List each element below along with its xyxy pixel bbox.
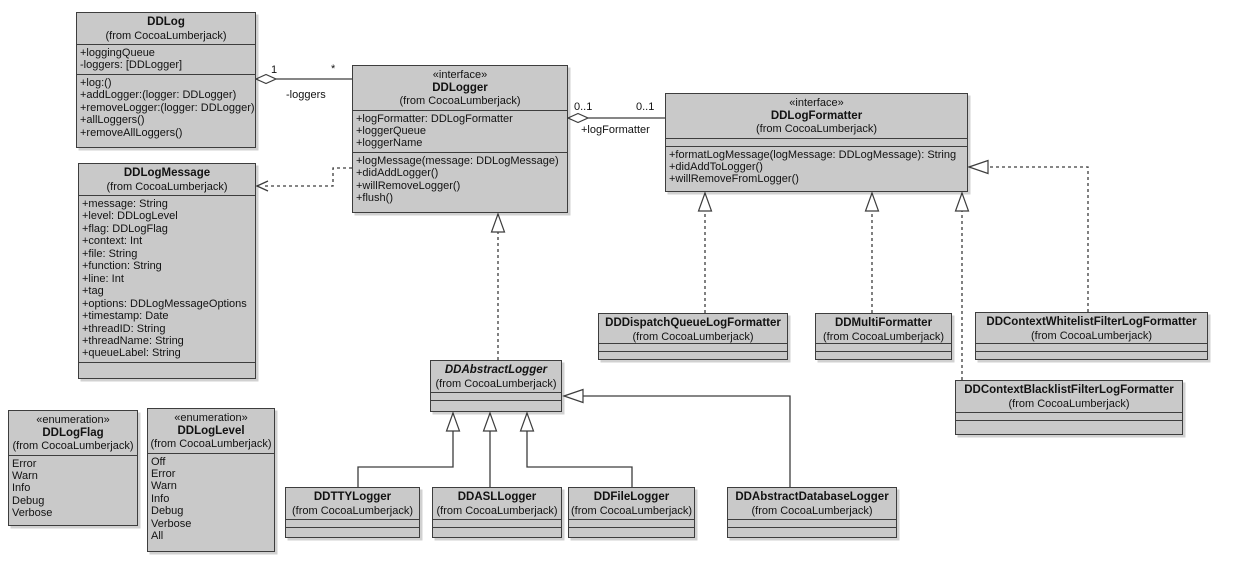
- enum-literal: Warn: [12, 469, 38, 482]
- attribute-line: +loggerName: [356, 137, 423, 150]
- class-header: [9, 411, 137, 455]
- attribute-line: +line: Int: [82, 272, 124, 285]
- class-header: [599, 314, 787, 343]
- method-line: +willRemoveFromLogger(): [669, 173, 799, 186]
- attributes-compartment: [79, 195, 255, 362]
- class-name: DDMultiFormatter: [834, 317, 933, 329]
- class-ddttylogger: [285, 487, 420, 538]
- class-header: [956, 381, 1182, 412]
- method-line: +didAddLogger(): [356, 167, 439, 180]
- realization-arrowhead: [956, 193, 969, 211]
- attribute-line: +timestamp: Date: [82, 310, 169, 323]
- class-name: DDDispatchQueueLogFormatter: [605, 317, 781, 329]
- realization-arrowhead: [492, 214, 505, 232]
- class-name: DDTTYLogger: [313, 491, 392, 503]
- class-ddlogmessage: [78, 163, 256, 379]
- attributes-compartment-empty: [286, 519, 419, 527]
- class-from-package: (from CocoaLumberjack): [150, 438, 272, 450]
- generalization-arrowhead: [564, 390, 583, 403]
- attributes-compartment-empty: [728, 519, 896, 527]
- enum-literal: Verbose: [151, 517, 192, 530]
- enum-literal: Info: [12, 482, 31, 495]
- attribute-line: +flag: DDLogFlag: [82, 222, 168, 235]
- realization-arrowhead: [969, 161, 988, 174]
- method-line: +didAddToLogger(): [669, 160, 763, 173]
- class-ddasllogger: [432, 487, 562, 538]
- class-ddcontextblacklistfilterlogformatter: [955, 380, 1183, 435]
- attributes-compartment-empty: [666, 138, 967, 146]
- class-header: [79, 164, 255, 195]
- class-from-package: (from CocoaLumberjack): [751, 504, 873, 517]
- class-ddlogflag: [8, 410, 138, 526]
- class-from-package: (from CocoaLumberjack): [399, 95, 521, 107]
- class-header: [728, 488, 896, 519]
- realization-arrowhead: [866, 193, 879, 211]
- class-name: DDAbstractLogger: [444, 364, 548, 376]
- methods-compartment-empty: [79, 362, 255, 378]
- generalization-ddabstractdb-ddabstractlogger: [564, 390, 790, 488]
- generalization-ddtty-ddabstractlogger: [358, 413, 460, 487]
- enum-literal: Off: [151, 455, 166, 468]
- stereotype-label: «interface»: [789, 97, 844, 109]
- attribute-line: +tag: [82, 285, 104, 298]
- enum-literal: Debug: [151, 505, 184, 518]
- attribute-line: +context: Int: [82, 235, 143, 248]
- class-header: [431, 361, 561, 392]
- attributes-compartment-empty: [433, 519, 561, 527]
- method-line: +allLoggers(): [80, 114, 145, 127]
- class-from-package: (from CocoaLumberjack): [571, 504, 693, 517]
- methods-compartment-empty: [956, 420, 1182, 434]
- enum-literal: Info: [151, 492, 170, 505]
- methods-compartment-empty: [728, 527, 896, 537]
- class-dddispatchqueuelogformatter: [598, 313, 788, 360]
- realization-arrowhead: [699, 193, 712, 211]
- method-line: +formatLogMessage(logMessage: DDLogMessage): String: [669, 148, 957, 161]
- class-from-package: (from CocoaLumberjack): [435, 377, 557, 390]
- generalization-ddfile-ddabstractlogger: [521, 413, 633, 487]
- methods-compartment: [353, 152, 567, 212]
- realization-ddblacklist-ddlogformatter: [956, 193, 969, 380]
- methods-compartment-empty: [599, 351, 787, 359]
- methods-compartment-empty: [569, 527, 694, 537]
- interface-ddlogger: [352, 65, 568, 213]
- method-line: +flush(): [356, 192, 393, 205]
- attributes-compartment: [77, 44, 255, 74]
- attribute-line: +level: DDLogLevel: [82, 210, 178, 223]
- attribute-line: +loggingQueue: [80, 47, 155, 59]
- class-name: DDAbstractDatabaseLogger: [735, 491, 889, 503]
- class-header: [569, 488, 694, 519]
- class-header: [353, 66, 567, 110]
- class-header: [77, 13, 255, 44]
- class-ddfilelogger: [568, 487, 695, 538]
- attribute-line: +threadID: String: [82, 322, 166, 335]
- methods-compartment-empty: [286, 527, 419, 537]
- aggregation-diamond: [568, 114, 588, 123]
- literals-compartment: [9, 455, 137, 526]
- class-name: DDLogMessage: [123, 167, 211, 179]
- enum-literal: Error: [12, 457, 37, 470]
- methods-compartment: [666, 146, 967, 192]
- attribute-line: +message: String: [82, 198, 168, 210]
- attribute-line: +file: String: [82, 247, 138, 260]
- realization-ddmulti-ddlogformatter: [866, 193, 879, 313]
- class-ddcontextwhitelistfilterlogformatter: [975, 312, 1208, 360]
- class-from-package: (from CocoaLumberjack): [1030, 329, 1153, 342]
- generalization-arrowhead: [521, 413, 534, 431]
- attributes-compartment-empty: [956, 412, 1182, 420]
- stereotype-label: «enumeration»: [174, 412, 248, 424]
- method-line: +addLogger:(logger: DDLogger): [80, 89, 237, 102]
- class-from-package: (from CocoaLumberjack): [632, 330, 754, 343]
- attributes-compartment-empty: [569, 519, 694, 527]
- multiplicity-label-ddlogformatter-end: 0..1: [636, 101, 655, 113]
- attribute-line: +options: DDLogMessageOptions: [82, 297, 247, 310]
- role-label-logformatter: +logFormatter: [581, 124, 650, 136]
- attribute-line: +threadName: String: [82, 334, 184, 347]
- stereotype-label: «enumeration»: [36, 414, 110, 426]
- class-name: DDLogFormatter: [770, 109, 863, 122]
- method-line: +removeLogger:(logger: DDLogger): [80, 101, 255, 114]
- aggregation-ddlogger-ddlogformatter: [568, 114, 665, 123]
- class-from-package: (from CocoaLumberjack): [755, 123, 878, 135]
- generalization-ddasl-ddabstractlogger: [484, 413, 497, 487]
- class-from-package: (from CocoaLumberjack): [822, 330, 945, 343]
- methods-compartment-empty: [433, 527, 561, 537]
- attributes-compartment-empty: [599, 343, 787, 351]
- generalization-arrowhead: [484, 413, 497, 431]
- class-name: DDLog: [147, 16, 185, 28]
- class-name: DDFileLogger: [593, 491, 670, 503]
- class-header: [148, 409, 274, 453]
- realization-dddispatch-ddlogformatter: [699, 193, 712, 313]
- attribute-line: +function: String: [82, 260, 162, 273]
- method-line: +willRemoveLogger(): [356, 179, 461, 192]
- interface-ddlogformatter: [665, 93, 968, 192]
- multiplicity-label-ddlog: 1: [271, 64, 278, 76]
- literals-compartment: [148, 453, 274, 552]
- realization-ddwhitelist-ddlogformatter: [969, 161, 1088, 313]
- class-from-package: (from CocoaLumberjack): [291, 504, 414, 517]
- method-line: +removeAllLoggers(): [80, 126, 183, 139]
- class-name: DDASLLogger: [457, 491, 537, 503]
- attribute-line: +logFormatter: DDLogFormatter: [356, 112, 513, 125]
- class-header: [976, 313, 1207, 343]
- class-ddabstractdatabaselogger: [727, 487, 897, 538]
- class-ddloglevel: [147, 408, 275, 552]
- attribute-line: +loggerQueue: [356, 124, 427, 137]
- attributes-compartment-empty: [816, 343, 951, 351]
- methods-compartment-empty: [976, 351, 1207, 359]
- enum-literal: Warn: [151, 480, 177, 493]
- class-name: DDContextBlacklistFilterLogFormatter: [964, 384, 1174, 396]
- class-name: DDLogFlag: [42, 426, 104, 439]
- class-from-package: (from CocoaLumberjack): [106, 180, 228, 193]
- class-ddabstractlogger: [430, 360, 562, 412]
- class-name: DDLogLevel: [177, 424, 245, 437]
- enum-literal: Error: [151, 467, 176, 480]
- enum-literal: Verbose: [12, 507, 53, 520]
- stereotype-label: «interface»: [432, 69, 488, 81]
- methods-compartment-empty: [431, 400, 561, 411]
- method-line: +logMessage(message: DDLogMessage): [356, 154, 559, 167]
- attribute-line: +queueLabel: String: [82, 347, 181, 360]
- methods-compartment: [77, 74, 255, 147]
- realization-ddabstractlogger-ddlogger: [492, 214, 505, 360]
- class-name: DDContextWhitelistFilterLogFormatter: [986, 316, 1197, 328]
- class-name: DDLogger: [432, 81, 488, 94]
- class-header: [816, 314, 951, 343]
- attribute-line: -loggers: [DDLogger]: [80, 59, 183, 72]
- class-ddlog: [76, 12, 256, 148]
- enum-literal: Debug: [12, 494, 45, 507]
- attributes-compartment-empty: [976, 343, 1207, 351]
- class-from-package: (from CocoaLumberjack): [436, 504, 558, 517]
- class-header: [433, 488, 561, 519]
- generalization-arrowhead: [447, 413, 460, 431]
- class-ddmultiformatter: [815, 313, 952, 360]
- method-line: +log:(): [80, 76, 112, 89]
- class-from-package: (from CocoaLumberjack): [1008, 397, 1130, 410]
- role-label-loggers: -loggers: [286, 89, 326, 101]
- methods-compartment-empty: [816, 351, 951, 359]
- dependency-ddlogger-ddlogmessage: [257, 168, 352, 191]
- multiplicity-label-ddlogger-end: 0..1: [574, 101, 593, 113]
- class-header: [286, 488, 419, 519]
- class-header: [666, 94, 967, 138]
- multiplicity-label-ddlogger: *: [331, 63, 336, 75]
- class-from-package: (from CocoaLumberjack): [105, 29, 227, 42]
- class-from-package: (from CocoaLumberjack): [12, 440, 134, 452]
- attributes-compartment: [353, 110, 567, 152]
- enum-literal: All: [151, 530, 164, 543]
- attributes-compartment-empty: [431, 392, 561, 400]
